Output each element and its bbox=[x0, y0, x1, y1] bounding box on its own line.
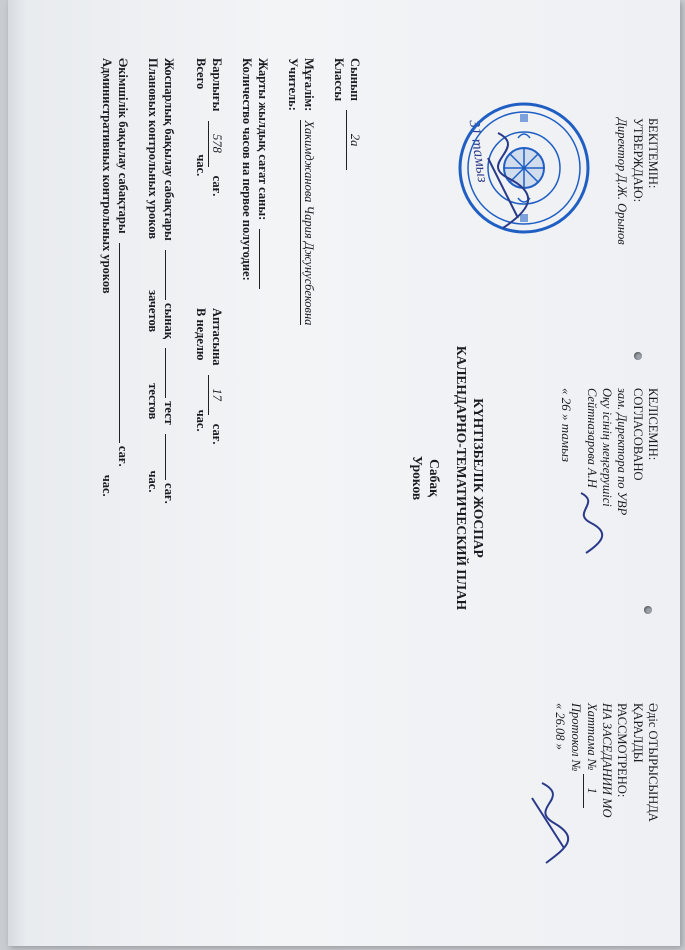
week-hours-value: 17 bbox=[208, 375, 224, 415]
approved-line2: УТВЕРЖДАЮ: bbox=[630, 118, 645, 203]
admin-row: Әкімшілік бақылау сабақтары сағ. bbox=[116, 58, 130, 467]
teacher-row: Мұғалім: Хакимджанова Чария Джунусбековна bbox=[302, 58, 316, 326]
week-row-ru: В неделю час. bbox=[194, 308, 208, 432]
reviewed-line4: НА ЗАСЕДАНИИ МО bbox=[600, 703, 615, 818]
total-row: Барлығы 578 сағ. bbox=[210, 58, 224, 197]
director-signature-icon bbox=[468, 128, 538, 238]
reviewed-line2: ҚАРАЛДЫ bbox=[630, 703, 645, 763]
week-row: Аптасына 17 сағ. bbox=[210, 308, 224, 445]
title-kz: КҮНТІЗБЕЛІК ЖОСПАР bbox=[471, 398, 486, 558]
total-row-ru: Всего час. bbox=[194, 58, 208, 177]
half-year-row: Жарты жылдық сағат саны: bbox=[255, 58, 270, 289]
admin-row-ru: Административных контрольных уроков час. bbox=[100, 58, 114, 497]
reviewed-line3: РАССМОТРЕНО: bbox=[615, 703, 630, 798]
document-page bbox=[8, 0, 680, 946]
reviewed-line1: Әдіс ОТЫРЫСЫНДА bbox=[646, 703, 660, 822]
reviewed-line6: Протокол № bbox=[568, 703, 583, 772]
mo-signature-icon bbox=[526, 778, 572, 868]
agreed-line1: КЕЛІСЕМІН: bbox=[646, 388, 660, 461]
approved-line1: БЕКІТЕМІН: bbox=[646, 118, 660, 189]
reviewed-date: « 26.08 » bbox=[553, 703, 568, 750]
teacher-row-ru: Учитель: bbox=[286, 58, 300, 111]
reviewed-line5: Хаттама № 1 bbox=[583, 703, 599, 822]
agreed-line5: Сейтназарова А.Н bbox=[585, 388, 599, 488]
class-row: Сынып 2а bbox=[346, 58, 362, 170]
half-year-row-ru: Количество часов на первое полугодие: bbox=[240, 58, 254, 281]
title-ru: КАЛЕНДАРНО-ТЕМАТИЧЕСКИЙ ПЛАН bbox=[454, 345, 470, 611]
class-row-ru: Классы bbox=[332, 58, 346, 102]
subject-ru: Уроков bbox=[410, 455, 426, 501]
planned-row-ru: Плановых контрольных уроков зачетов тестов час. bbox=[146, 58, 160, 493]
total-hours-value: 578 bbox=[208, 121, 224, 167]
teacher-value: Хакимджанова Чария Джунусбековна bbox=[302, 120, 316, 326]
approved-director: Директор Д.Ж. Орынов bbox=[615, 118, 630, 245]
deputy-signature-icon bbox=[566, 488, 606, 558]
planned-row: Жоспарлық бақылау сабақтары сынақ тест сағ. bbox=[162, 58, 176, 504]
agreed-date: « 26 » тамыз bbox=[558, 388, 574, 462]
class-value: 2а bbox=[346, 110, 362, 170]
document-title bbox=[409, 228, 487, 728]
agreed-line2: СОГЛАСОВАНО bbox=[630, 388, 645, 481]
approved-block bbox=[614, 118, 660, 245]
approved-date-handwritten: 31 тамыз bbox=[465, 119, 491, 184]
protocol-number: 1 bbox=[583, 774, 599, 808]
rotated-content bbox=[8, 8, 668, 946]
agreed-line3: зам. Директора по УВР bbox=[615, 388, 630, 516]
agreed-line4: Оқу ісінің меңгерушісі bbox=[600, 388, 615, 507]
subject-kz: Сабақ bbox=[427, 459, 443, 497]
